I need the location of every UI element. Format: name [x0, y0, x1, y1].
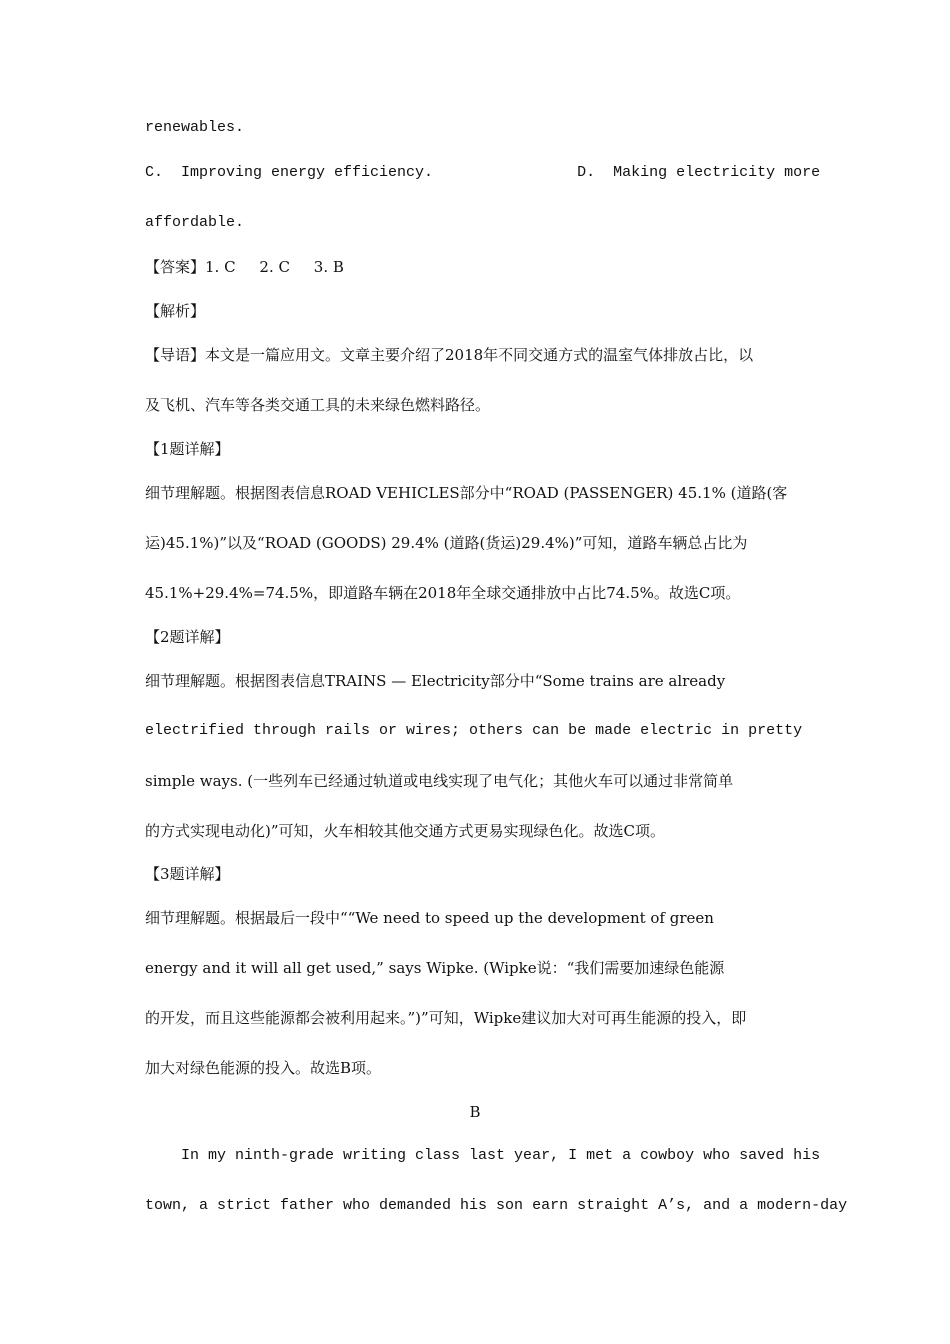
text-line: 的方式实现电动化)”可知，火车相较其他交通方式更易实现绿色化。故选C项。: [145, 822, 666, 840]
text-line: 细节理解题。根据图表信息TRAINS — Electricity部分中“Some trains are already: [145, 672, 726, 690]
text-line: 细节理解题。根据最后一段中““We need to speed up the development of green: [145, 909, 714, 927]
text-line: 【导语】本文是一篇应用文。文章主要介绍了2018年不同交通方式的温室气体排放占比，以: [145, 346, 754, 364]
text-line: affordable.: [145, 214, 245, 231]
text-line: energy and it will all get used,” says Wipke. (Wipke说：“我们需要加速绿色能源: [145, 959, 725, 977]
text-line: 细节理解题。根据图表信息ROAD VEHICLES部分中“ROAD (PASSENGER) 45.1% (道路(客: [145, 484, 788, 502]
passage-heading: B: [469, 1103, 481, 1121]
passage-line: In my ninth-grade writing class last year, I met a cowboy who saved his: [145, 1147, 821, 1164]
answer-line: 【答案】1. C 2. C 3. B: [145, 258, 344, 276]
text-line: 运)45.1%)”以及“ROAD (GOODS) 29.4% (道路(货运)29.4%)”可知，道路车辆总占比为: [145, 534, 748, 552]
section-heading: 【2题详解】: [145, 628, 230, 646]
option-line: C. Improving energy efficiency. D. Making electricity more: [145, 164, 821, 181]
text-line: 的开发，而且这些能源都会被利用起来。”)”可知，Wipke建议加大对可再生能源的投入，即: [145, 1009, 747, 1027]
text-line: 加大对绿色能源的投入。故选B项。: [145, 1059, 382, 1077]
section-heading: 【3题详解】: [145, 865, 230, 883]
text-line: renewables.: [145, 119, 245, 136]
passage-line: town, a strict father who demanded his son earn straight A’s, and a modern-day: [145, 1197, 848, 1214]
text-line: simple ways. (一些列车已经通过轨道或电线实现了电气化；其他火车可以通过非常简单: [145, 772, 734, 790]
text-line: electrified through rails or wires; others can be made electric in pretty: [145, 722, 803, 739]
text-line: 45.1%+29.4%=74.5%，即道路车辆在2018年全球交通排放中占比74.5%。故选C项。: [145, 584, 741, 602]
section-heading: 【解析】: [145, 302, 206, 320]
section-heading: 【1题详解】: [145, 440, 230, 458]
text-line: 及飞机、汽车等各类交通工具的未来绿色燃料路径。: [145, 396, 491, 414]
